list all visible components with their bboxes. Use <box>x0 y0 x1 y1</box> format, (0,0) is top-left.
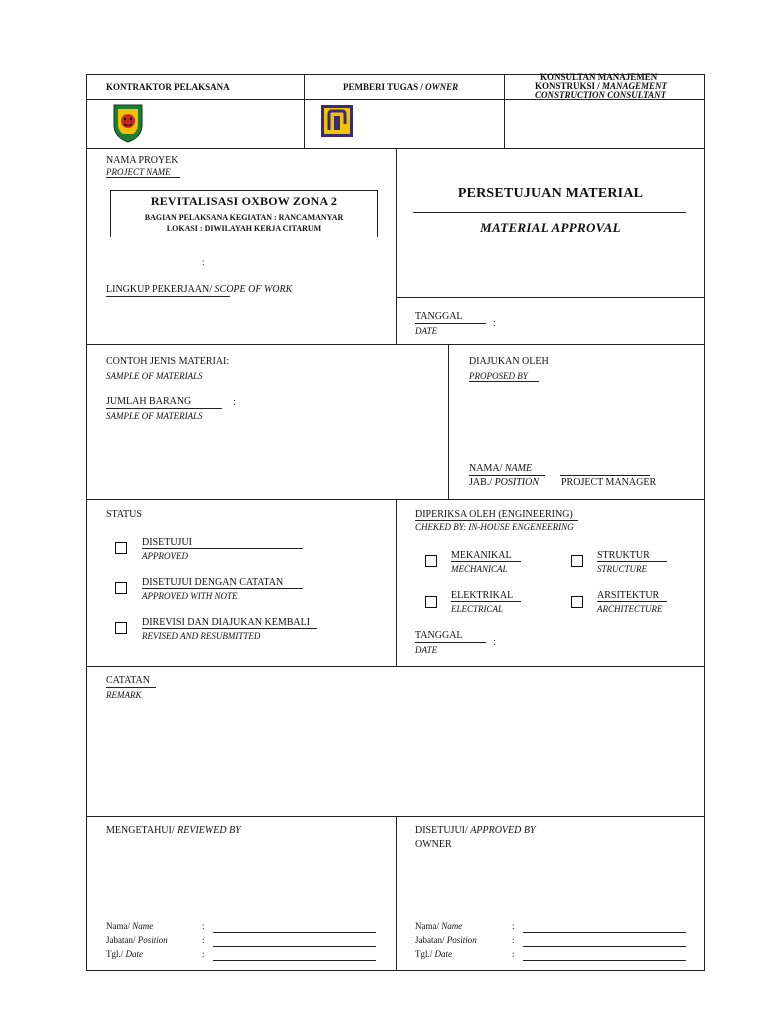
status-col-divider <box>396 499 397 666</box>
remark-label-en: REMARK <box>106 690 142 700</box>
reviewed-date-label <box>106 948 143 960</box>
proposed-position-label <box>469 477 539 489</box>
check-mechanical-underline <box>451 561 521 562</box>
approved-by-label-id: DISETUJUI/ <box>415 825 471 836</box>
project-name-value: REVITALISASI OXBOW ZONA 2 <box>150 194 338 208</box>
remark-underline <box>106 687 156 688</box>
approved-name-colon: : <box>512 921 515 931</box>
approved-position-colon: : <box>512 935 515 945</box>
status-revised-checkbox[interactable] <box>115 622 127 634</box>
reviewed-position-label <box>106 934 168 946</box>
approved-date-label-en: Date <box>434 949 452 959</box>
project-col-divider <box>396 148 397 344</box>
checked-date-label: TANGGAL <box>415 630 463 641</box>
reviewed-name-colon: : <box>202 921 205 931</box>
proposed-name-label <box>469 463 532 475</box>
sample-type-label-en: SAMPLE OF MATERIALS <box>106 371 203 381</box>
proposed-by-underline <box>469 381 539 382</box>
approved-date-input-line[interactable] <box>523 960 686 961</box>
check-electrical-label-en: ELECTRICAL <box>451 604 504 614</box>
approved-name-label-en: Name <box>441 921 463 931</box>
proposed-by-label-en: PROPOSED BY <box>469 371 528 381</box>
proposed-position-label-en: POSITION <box>494 477 540 488</box>
owner-header-label: PEMBERI TUGAS / <box>343 82 426 92</box>
check-architecture-label: ARSITEKTUR <box>597 590 660 601</box>
status-approved-with-note-label-en: APPROVED WITH NOTE <box>142 591 238 601</box>
proposed-name-label-id: NAMA/ <box>469 463 505 474</box>
proposed-by-label: DIAJUKAN OLEH <box>469 356 549 367</box>
reviewed-position-colon: : <box>202 935 205 945</box>
reviewed-date-label-en: Date <box>125 949 143 959</box>
date-label-en: DATE <box>415 326 438 336</box>
signature-col-divider <box>396 816 397 971</box>
check-structure-checkbox[interactable] <box>571 555 583 567</box>
status-approved-checkbox[interactable] <box>115 542 127 554</box>
approved-position-label-id: Jabatan/ <box>415 935 447 945</box>
status-approved-with-note-label: DISETUJUI DENGAN CATATAN <box>142 577 284 588</box>
proposed-position-label-id: JAB./ <box>469 477 495 488</box>
approval-title-divider <box>413 212 686 213</box>
approved-date-label <box>415 948 452 960</box>
approved-by-owner: OWNER <box>415 839 452 850</box>
date-colon: : <box>493 318 496 329</box>
check-mechanical-checkbox[interactable] <box>425 555 437 567</box>
proposed-name-label-en: NAME <box>504 463 533 474</box>
project-name-label: NAMA PROYEK <box>106 155 179 166</box>
reviewed-position-label-id: Jabatan/ <box>106 935 138 945</box>
consultant-line-2 <box>535 81 667 91</box>
reviewed-date-input-line[interactable] <box>213 960 376 961</box>
date-divider <box>396 297 705 298</box>
section-divider-4 <box>86 666 705 667</box>
check-structure-underline <box>597 561 667 562</box>
consultant-line-2a: KONSTRUKSI / <box>535 81 603 91</box>
checked-by-underline <box>415 520 578 521</box>
status-revised-underline <box>142 628 317 629</box>
status-approved-with-note-underline <box>142 588 303 589</box>
reviewed-name-label-en: Name <box>132 921 154 931</box>
status-revised-label-en: REVISED AND RESUBMITTED <box>142 631 261 641</box>
check-electrical-label: ELEKTRIKAL <box>451 590 514 601</box>
proposed-name-underline <box>469 475 545 476</box>
status-label: STATUS <box>106 509 142 520</box>
checked-date-label-en: DATE <box>415 645 438 655</box>
pu-ministry-logo-icon <box>320 104 354 138</box>
reviewed-by-label-id: MENGETAHUI/ <box>106 825 178 836</box>
approved-name-label <box>415 920 462 932</box>
consultant-line-2b: MANAGEMENT <box>602 81 668 91</box>
scope-label <box>106 284 292 296</box>
consultant-line-1: KONSULTAN MANAJEMEN <box>540 72 658 82</box>
consultant-line-3: CONSTRUCTION CONSULTANT <box>535 91 667 99</box>
reviewed-position-input-line[interactable] <box>213 946 376 947</box>
reviewed-name-input-line[interactable] <box>213 932 376 933</box>
header-col-divider-2 <box>504 74 505 148</box>
project-label-underline <box>106 177 180 178</box>
checked-by-label-en: CHEKED BY: IN-HOUSE ENGENEERING <box>415 522 574 532</box>
check-electrical-underline <box>451 601 521 602</box>
status-approved-label-en: APPROVED <box>142 551 188 561</box>
section-divider-2 <box>86 344 705 345</box>
reviewed-name-label <box>106 920 153 932</box>
header-divider <box>86 99 705 100</box>
date-label: TANGGAL <box>415 311 463 322</box>
owner-header <box>343 81 458 93</box>
approved-name-input-line[interactable] <box>523 932 686 933</box>
approved-position-label-en: Position <box>446 935 477 945</box>
proposed-name-value-line <box>560 475 650 476</box>
status-revised-label: DIREVISI DAN DIAJUKAN KEMBALI <box>142 617 311 628</box>
samples-col-divider <box>448 344 449 499</box>
checked-date-colon: : <box>493 637 496 648</box>
check-structure-label: STRUKTUR <box>597 550 650 561</box>
check-architecture-checkbox[interactable] <box>571 596 583 608</box>
approved-name-label-id: Nama/ <box>415 921 442 931</box>
scope-underline <box>106 296 230 297</box>
check-structure-label-en: STRUCTURE <box>597 564 648 574</box>
checked-date-underline <box>415 642 486 643</box>
approved-by-label-en: APPROVED BY <box>470 825 536 836</box>
scope-label-en: SCOPE OF WORK <box>214 284 293 295</box>
quantity-underline <box>106 408 222 409</box>
approved-date-label-id: Tgl./ <box>415 949 435 959</box>
approved-by-label <box>415 825 536 837</box>
reviewed-name-label-id: Nama/ <box>106 921 133 931</box>
status-approved-label: DISETUJUI <box>142 537 192 548</box>
check-electrical-checkbox[interactable] <box>425 596 437 608</box>
reviewed-by-label-en: REVIEWED BY <box>177 825 241 836</box>
check-mechanical-label-en: MECHANICAL <box>451 564 508 574</box>
header-col-divider-1 <box>304 74 305 148</box>
approved-date-colon: : <box>512 949 515 959</box>
date-underline <box>415 323 486 324</box>
quantity-colon: : <box>233 397 236 408</box>
check-mechanical-label: MEKANIKAL <box>451 550 512 561</box>
quantity-label-en: SAMPLE OF MATERIALS <box>106 411 203 421</box>
check-architecture-label-en: ARCHITECTURE <box>597 604 663 614</box>
project-colon: : <box>202 257 205 267</box>
checked-by-label: DIPERIKSA OLEH (ENGINEERING) <box>415 509 573 520</box>
reviewed-by-label <box>106 825 241 837</box>
reviewed-date-label-id: Tgl./ <box>106 949 126 959</box>
project-sub-2: LOKASI : DIWILAYAH KERJA CITARUM <box>166 224 322 233</box>
scope-label-id: LINGKUP PEKERJAAN/ <box>106 284 215 295</box>
check-architecture-underline <box>597 601 667 602</box>
approval-title-en: MATERIAL APPROVAL <box>480 220 621 235</box>
contractor-label: KONTRAKTOR PELAKSANA <box>106 82 230 92</box>
project-name-label-en: PROJECT NAME <box>106 167 171 177</box>
reviewed-date-colon: : <box>202 949 205 959</box>
project-sub-1: BAGIAN PELAKSANA KEGIATAN : RANCAMANYAR <box>144 213 344 222</box>
contractor-emblem-icon <box>111 103 145 143</box>
status-approved-with-note-checkbox[interactable] <box>115 582 127 594</box>
proposed-position-value: PROJECT MANAGER <box>561 477 657 488</box>
sample-type-label: CONTOH JENIS MATERIAI: <box>106 356 230 367</box>
reviewed-position-label-en: Position <box>137 935 168 945</box>
approved-position-input-line[interactable] <box>523 946 686 947</box>
status-approved-underline <box>142 548 303 549</box>
quantity-label: JUMLAH BARANG <box>106 396 192 407</box>
approval-title: PERSETUJUAN MATERIAL <box>457 186 644 201</box>
approved-position-label <box>415 934 477 946</box>
remark-label: CATATAN <box>106 675 150 686</box>
owner-header-label-en: OWNER <box>425 82 459 92</box>
